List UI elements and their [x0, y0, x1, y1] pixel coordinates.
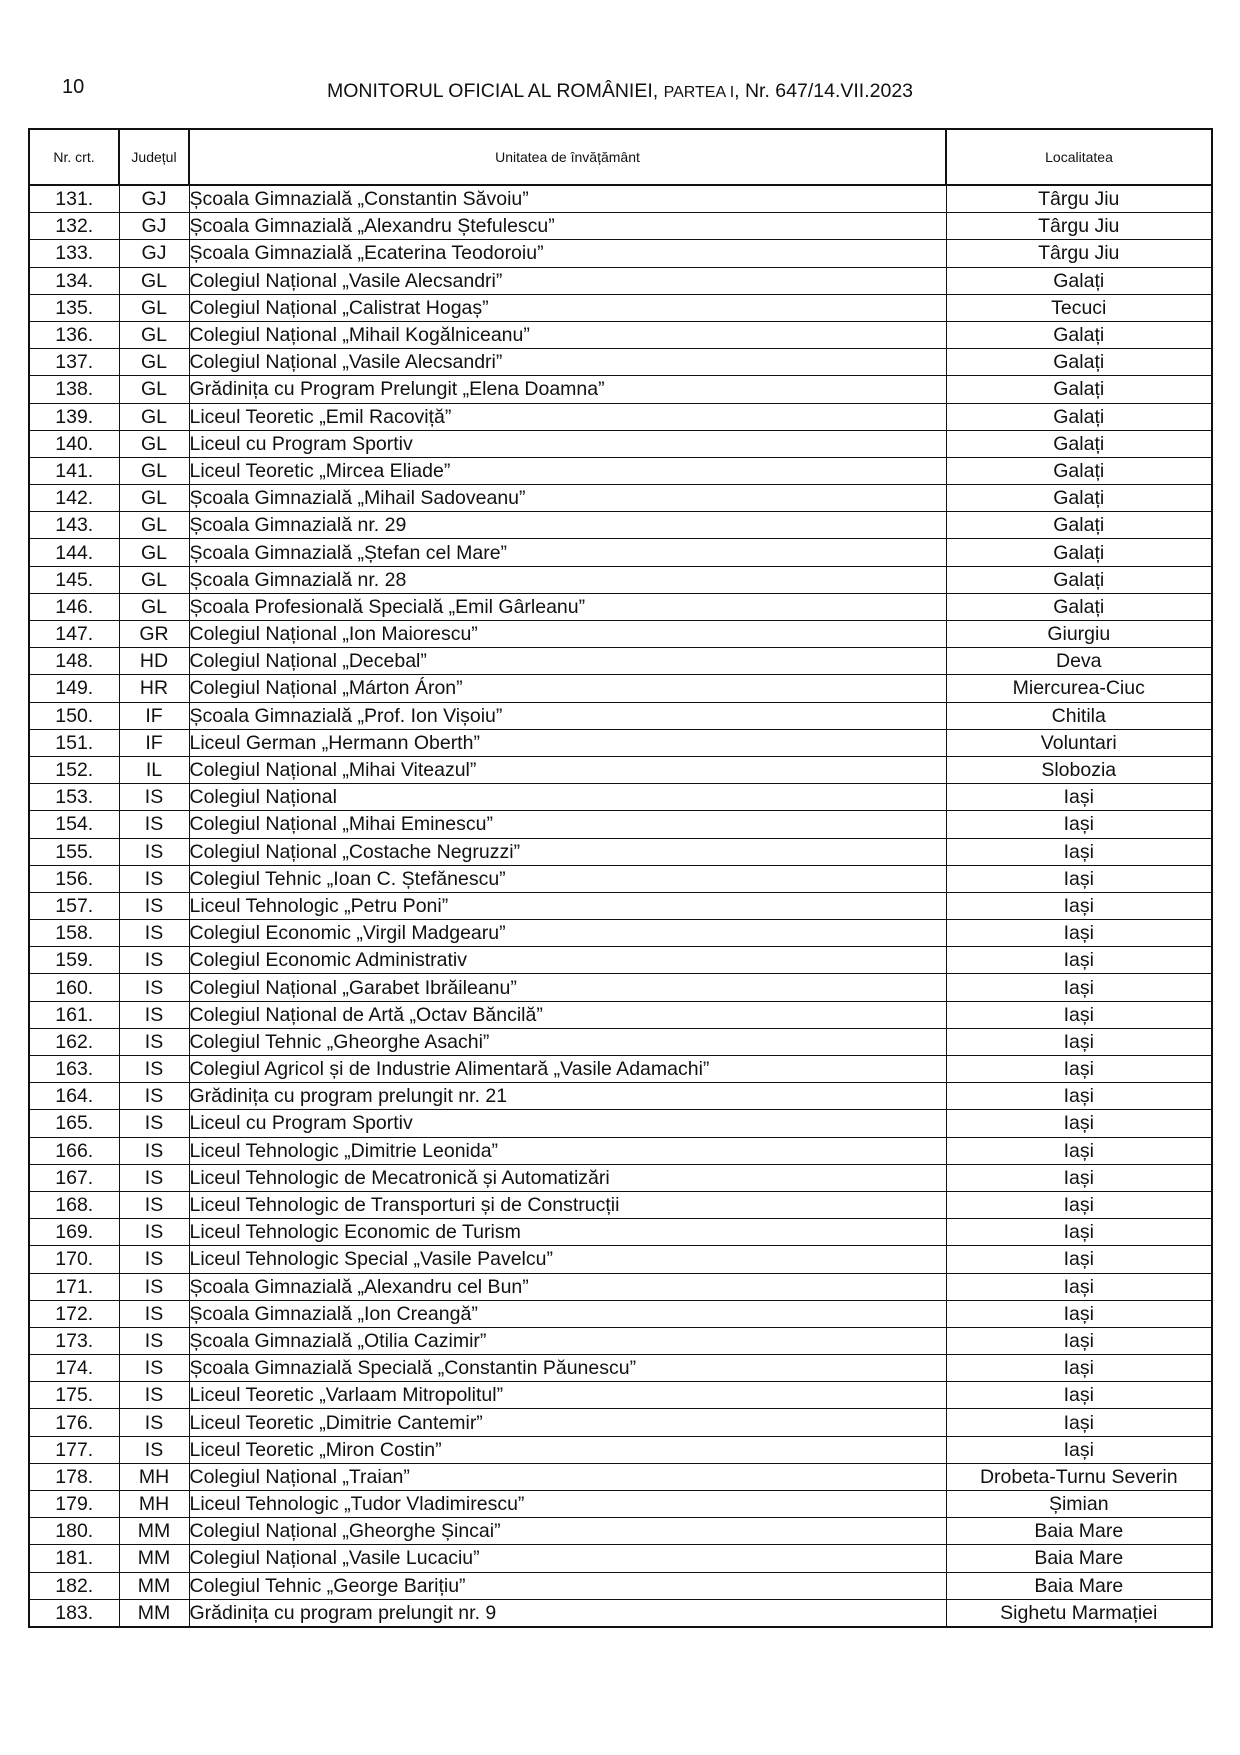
- table-row: [29, 784, 1212, 811]
- table-row: [29, 485, 1212, 512]
- cell-nr: 154.: [29, 811, 119, 838]
- cell-judet: HD: [119, 648, 189, 675]
- cell-nr: 147.: [29, 621, 119, 648]
- cell-judet: GL: [119, 267, 189, 294]
- table-row: [29, 1572, 1212, 1599]
- table-row: [29, 1083, 1212, 1110]
- cell-judet: GL: [119, 349, 189, 376]
- cell-nr: 134.: [29, 267, 119, 294]
- cell-localitate: Giurgiu: [946, 621, 1212, 648]
- cell-localitate: Drobeta-Turnu Severin: [946, 1463, 1212, 1490]
- cell-nr: 139.: [29, 403, 119, 430]
- table-row: [29, 376, 1212, 403]
- publication-issue: , Nr. 647/14.VII.2023: [734, 80, 914, 102]
- cell-unitate: Liceul Teoretic „Dimitrie Cantemir”: [189, 1409, 946, 1436]
- cell-localitate: Iași: [946, 1028, 1212, 1055]
- table-row: [29, 1056, 1212, 1083]
- cell-nr: 177.: [29, 1436, 119, 1463]
- cell-localitate: Deva: [946, 648, 1212, 675]
- cell-judet: IS: [119, 1436, 189, 1463]
- cell-judet: IS: [119, 865, 189, 892]
- cell-localitate: Iași: [946, 1327, 1212, 1354]
- cell-nr: 135.: [29, 294, 119, 321]
- cell-judet: IS: [119, 1219, 189, 1246]
- cell-unitate: Colegiul Tehnic „Ioan C. Ștefănescu”: [189, 865, 946, 892]
- cell-unitate: Colegiul Național „Mihai Viteazul”: [189, 756, 946, 783]
- cell-unitate: Colegiul Agricol și de Industrie Alimentară „Vasile Adamachi”: [189, 1056, 946, 1083]
- cell-judet: GL: [119, 539, 189, 566]
- table-row: [29, 403, 1212, 430]
- cell-unitate: Școala Gimnazială „Alexandru Ștefulescu”: [189, 213, 946, 240]
- cell-localitate: Galați: [946, 349, 1212, 376]
- cell-judet: GL: [119, 294, 189, 321]
- cell-unitate: Colegiul Național „Calistrat Hogaș”: [189, 294, 946, 321]
- cell-nr: 158.: [29, 920, 119, 947]
- cell-localitate: Chitila: [946, 702, 1212, 729]
- page-number: 10: [62, 76, 85, 98]
- cell-nr: 137.: [29, 349, 119, 376]
- cell-localitate: Iași: [946, 1219, 1212, 1246]
- cell-unitate: Liceul cu Program Sportiv: [189, 430, 946, 457]
- cell-localitate: Galați: [946, 457, 1212, 484]
- cell-localitate: Iași: [946, 1083, 1212, 1110]
- cell-unitate: Liceul Tehnologic de Mecatronică și Automatizări: [189, 1164, 946, 1191]
- cell-localitate: Iași: [946, 920, 1212, 947]
- table-row: [29, 811, 1212, 838]
- table-row: [29, 756, 1212, 783]
- cell-judet: IS: [119, 974, 189, 1001]
- cell-unitate: Colegiul Național „Vasile Lucaciu”: [189, 1545, 946, 1572]
- cell-localitate: Iași: [946, 1436, 1212, 1463]
- cell-judet: IS: [119, 1246, 189, 1273]
- cell-unitate: Colegiul Național „Márton Áron”: [189, 675, 946, 702]
- table-row: [29, 947, 1212, 974]
- cell-unitate: Colegiul Tehnic „George Barițiu”: [189, 1572, 946, 1599]
- cell-localitate: Slobozia: [946, 756, 1212, 783]
- table-row: [29, 1436, 1212, 1463]
- cell-nr: 183.: [29, 1599, 119, 1627]
- table-row: [29, 1246, 1212, 1273]
- cell-judet: IS: [119, 811, 189, 838]
- cell-judet: IS: [119, 784, 189, 811]
- cell-nr: 148.: [29, 648, 119, 675]
- cell-unitate: Colegiul Național „Vasile Alecsandri”: [189, 267, 946, 294]
- cell-nr: 138.: [29, 376, 119, 403]
- cell-unitate: Colegiul Național „Costache Negruzzi”: [189, 838, 946, 865]
- cell-nr: 178.: [29, 1463, 119, 1490]
- cell-nr: 131.: [29, 185, 119, 213]
- cell-judet: MH: [119, 1491, 189, 1518]
- cell-localitate: Baia Mare: [946, 1518, 1212, 1545]
- cell-judet: GR: [119, 621, 189, 648]
- cell-judet: IS: [119, 920, 189, 947]
- cell-unitate: Colegiul Economic „Virgil Madgearu”: [189, 920, 946, 947]
- cell-judet: IS: [119, 947, 189, 974]
- cell-localitate: Iași: [946, 1191, 1212, 1218]
- cell-localitate: Iași: [946, 947, 1212, 974]
- cell-localitate: Iași: [946, 1246, 1212, 1273]
- cell-localitate: Galați: [946, 485, 1212, 512]
- table-row: [29, 648, 1212, 675]
- table-row: [29, 1164, 1212, 1191]
- cell-unitate: Colegiul Național „Mihail Kogălniceanu”: [189, 321, 946, 348]
- cell-localitate: Baia Mare: [946, 1545, 1212, 1572]
- cell-localitate: Galați: [946, 539, 1212, 566]
- table-row: [29, 1599, 1212, 1627]
- cell-localitate: Iași: [946, 838, 1212, 865]
- cell-unitate: Grădinița cu program prelungit nr. 21: [189, 1083, 946, 1110]
- cell-unitate: Colegiul Național: [189, 784, 946, 811]
- cell-judet: MM: [119, 1518, 189, 1545]
- cell-nr: 176.: [29, 1409, 119, 1436]
- cell-nr: 161.: [29, 1001, 119, 1028]
- cell-unitate: Școala Gimnazială „Otilia Cazimir”: [189, 1327, 946, 1354]
- cell-unitate: Colegiul Național „Vasile Alecsandri”: [189, 349, 946, 376]
- cell-judet: MH: [119, 1463, 189, 1490]
- cell-unitate: Colegiul Național „Ion Maiorescu”: [189, 621, 946, 648]
- cell-unitate: Școala Gimnazială „Ion Creangă”: [189, 1300, 946, 1327]
- cell-unitate: Liceul cu Program Sportiv: [189, 1110, 946, 1137]
- cell-nr: 160.: [29, 974, 119, 1001]
- cell-localitate: Iași: [946, 1056, 1212, 1083]
- cell-unitate: Școala Gimnazială nr. 28: [189, 566, 946, 593]
- table-row: [29, 457, 1212, 484]
- cell-unitate: Școala Gimnazială Specială „Constantin Păunescu”: [189, 1355, 946, 1382]
- table-row: [29, 1327, 1212, 1354]
- cell-localitate: Târgu Jiu: [946, 213, 1212, 240]
- cell-judet: GL: [119, 321, 189, 348]
- cell-nr: 174.: [29, 1355, 119, 1382]
- cell-nr: 149.: [29, 675, 119, 702]
- cell-localitate: Sighetu Marmației: [946, 1599, 1212, 1627]
- cell-localitate: Miercurea-Ciuc: [946, 675, 1212, 702]
- cell-judet: IL: [119, 756, 189, 783]
- cell-nr: 181.: [29, 1545, 119, 1572]
- cell-localitate: Galați: [946, 321, 1212, 348]
- cell-localitate: Târgu Jiu: [946, 240, 1212, 267]
- cell-nr: 179.: [29, 1491, 119, 1518]
- cell-nr: 153.: [29, 784, 119, 811]
- table-row: [29, 1028, 1212, 1055]
- cell-nr: 169.: [29, 1219, 119, 1246]
- cell-unitate: Colegiul Național „Gheorghe Șincai”: [189, 1518, 946, 1545]
- column-header-localitate: Localitatea: [946, 129, 1212, 185]
- cell-unitate: Liceul Tehnologic Special „Vasile Pavelcu”: [189, 1246, 946, 1273]
- cell-nr: 136.: [29, 321, 119, 348]
- table-row: [29, 240, 1212, 267]
- cell-unitate: Școala Gimnazială „Ecaterina Teodoroiu”: [189, 240, 946, 267]
- cell-nr: 163.: [29, 1056, 119, 1083]
- cell-nr: 173.: [29, 1327, 119, 1354]
- cell-unitate: Colegiul Național de Artă „Octav Băncilă”: [189, 1001, 946, 1028]
- cell-unitate: Liceul Teoretic „Varlaam Mitropolitul”: [189, 1382, 946, 1409]
- cell-localitate: Galați: [946, 376, 1212, 403]
- cell-judet: IS: [119, 1028, 189, 1055]
- cell-nr: 142.: [29, 485, 119, 512]
- table-row: [29, 920, 1212, 947]
- cell-judet: IS: [119, 1191, 189, 1218]
- cell-judet: IS: [119, 1409, 189, 1436]
- cell-localitate: Iași: [946, 784, 1212, 811]
- cell-localitate: Galați: [946, 593, 1212, 620]
- table-row: [29, 1355, 1212, 1382]
- cell-localitate: Tecuci: [946, 294, 1212, 321]
- cell-localitate: Iași: [946, 1001, 1212, 1028]
- cell-localitate: Iași: [946, 974, 1212, 1001]
- cell-localitate: Iași: [946, 1137, 1212, 1164]
- cell-nr: 141.: [29, 457, 119, 484]
- cell-judet: IS: [119, 1137, 189, 1164]
- table-row: [29, 1219, 1212, 1246]
- cell-localitate: Iași: [946, 1382, 1212, 1409]
- cell-nr: 164.: [29, 1083, 119, 1110]
- cell-judet: GJ: [119, 185, 189, 213]
- table-row: [29, 566, 1212, 593]
- cell-unitate: Liceul Tehnologic Economic de Turism: [189, 1219, 946, 1246]
- table-row: [29, 1191, 1212, 1218]
- cell-localitate: Galați: [946, 403, 1212, 430]
- cell-unitate: Liceul German „Hermann Oberth”: [189, 729, 946, 756]
- cell-nr: 162.: [29, 1028, 119, 1055]
- cell-judet: IS: [119, 1110, 189, 1137]
- table-row: [29, 1491, 1212, 1518]
- cell-nr: 170.: [29, 1246, 119, 1273]
- cell-unitate: Școala Gimnazială „Constantin Săvoiu”: [189, 185, 946, 213]
- cell-judet: GL: [119, 457, 189, 484]
- cell-nr: 171.: [29, 1273, 119, 1300]
- cell-judet: IF: [119, 729, 189, 756]
- table-header-row: [29, 129, 1212, 185]
- cell-judet: IF: [119, 702, 189, 729]
- cell-judet: IS: [119, 1164, 189, 1191]
- cell-nr: 156.: [29, 865, 119, 892]
- cell-nr: 157.: [29, 892, 119, 919]
- cell-localitate: Iași: [946, 811, 1212, 838]
- table-row: [29, 892, 1212, 919]
- table-row: [29, 321, 1212, 348]
- cell-judet: GL: [119, 593, 189, 620]
- cell-nr: 143.: [29, 512, 119, 539]
- table-row: [29, 185, 1212, 213]
- cell-nr: 132.: [29, 213, 119, 240]
- table-row: [29, 349, 1212, 376]
- cell-judet: GL: [119, 376, 189, 403]
- table-row: [29, 539, 1212, 566]
- cell-localitate: Șimian: [946, 1491, 1212, 1518]
- cell-nr: 145.: [29, 566, 119, 593]
- table-row: [29, 621, 1212, 648]
- cell-nr: 167.: [29, 1164, 119, 1191]
- cell-unitate: Grădinița cu Program Prelungit „Elena Doamna”: [189, 376, 946, 403]
- cell-nr: 172.: [29, 1300, 119, 1327]
- cell-localitate: Iași: [946, 1164, 1212, 1191]
- cell-nr: 150.: [29, 702, 119, 729]
- cell-judet: IS: [119, 1300, 189, 1327]
- cell-unitate: Liceul Tehnologic „Dimitrie Leonida”: [189, 1137, 946, 1164]
- cell-unitate: Școala Gimnazială „Prof. Ion Vișoiu”: [189, 702, 946, 729]
- cell-localitate: Iași: [946, 1409, 1212, 1436]
- cell-unitate: Liceul Tehnologic „Tudor Vladimirescu”: [189, 1491, 946, 1518]
- cell-localitate: Galați: [946, 267, 1212, 294]
- cell-nr: 152.: [29, 756, 119, 783]
- table-row: [29, 1300, 1212, 1327]
- cell-unitate: Liceul Tehnologic de Transporturi și de Construcții: [189, 1191, 946, 1218]
- cell-judet: IS: [119, 892, 189, 919]
- publication-part: PARTEA I: [663, 84, 735, 101]
- table-row: [29, 974, 1212, 1001]
- cell-unitate: Școala Gimnazială „Ștefan cel Mare”: [189, 539, 946, 566]
- cell-unitate: Colegiul Național „Garabet Ibrăileanu”: [189, 974, 946, 1001]
- cell-judet: GL: [119, 512, 189, 539]
- column-header-nr: Nr. crt.: [29, 129, 119, 185]
- cell-nr: 146.: [29, 593, 119, 620]
- cell-unitate: Școala Gimnazială „Alexandru cel Bun”: [189, 1273, 946, 1300]
- cell-localitate: Iași: [946, 1110, 1212, 1137]
- cell-localitate: Galați: [946, 566, 1212, 593]
- cell-nr: 166.: [29, 1137, 119, 1164]
- cell-localitate: Iași: [946, 1355, 1212, 1382]
- table-row: [29, 1110, 1212, 1137]
- cell-localitate: Galați: [946, 512, 1212, 539]
- table-row: [29, 1137, 1212, 1164]
- cell-judet: GL: [119, 566, 189, 593]
- cell-nr: 133.: [29, 240, 119, 267]
- cell-judet: IS: [119, 1083, 189, 1110]
- cell-localitate: Iași: [946, 1300, 1212, 1327]
- cell-nr: 182.: [29, 1572, 119, 1599]
- cell-nr: 140.: [29, 430, 119, 457]
- column-header-unitate: Unitatea de învățământ: [189, 129, 946, 185]
- table-body: [29, 185, 1212, 1627]
- table-row: [29, 267, 1212, 294]
- cell-unitate: Colegiul Economic Administrativ: [189, 947, 946, 974]
- table-row: [29, 1463, 1212, 1490]
- cell-unitate: Liceul Tehnologic „Petru Poni”: [189, 892, 946, 919]
- cell-unitate: Liceul Teoretic „Mircea Eliade”: [189, 457, 946, 484]
- cell-nr: 175.: [29, 1382, 119, 1409]
- cell-localitate: Voluntari: [946, 729, 1212, 756]
- table-row: [29, 865, 1212, 892]
- cell-unitate: Liceul Teoretic „Miron Costin”: [189, 1436, 946, 1463]
- table-row: [29, 1409, 1212, 1436]
- cell-nr: 151.: [29, 729, 119, 756]
- cell-judet: MM: [119, 1545, 189, 1572]
- cell-judet: GL: [119, 403, 189, 430]
- cell-unitate: Colegiul Tehnic „Gheorghe Asachi”: [189, 1028, 946, 1055]
- cell-localitate: Iași: [946, 1273, 1212, 1300]
- cell-judet: IS: [119, 1056, 189, 1083]
- cell-unitate: Liceul Teoretic „Emil Racoviță”: [189, 403, 946, 430]
- cell-nr: 144.: [29, 539, 119, 566]
- table-row: [29, 430, 1212, 457]
- cell-judet: GL: [119, 485, 189, 512]
- table-row: [29, 1001, 1212, 1028]
- cell-unitate: Școala Gimnazială „Mihail Sadoveanu”: [189, 485, 946, 512]
- cell-judet: GL: [119, 430, 189, 457]
- cell-unitate: Grădinița cu program prelungit nr. 9: [189, 1599, 946, 1627]
- cell-nr: 165.: [29, 1110, 119, 1137]
- column-header-judet: Județul: [119, 129, 189, 185]
- table-row: [29, 1545, 1212, 1572]
- table-row: [29, 1518, 1212, 1545]
- schools-table: [28, 128, 1213, 1628]
- cell-localitate: Iași: [946, 892, 1212, 919]
- table-row: [29, 838, 1212, 865]
- table-row: [29, 1382, 1212, 1409]
- running-header: [0, 80, 1240, 103]
- cell-judet: IS: [119, 1273, 189, 1300]
- cell-judet: HR: [119, 675, 189, 702]
- cell-judet: GJ: [119, 213, 189, 240]
- cell-judet: IS: [119, 1001, 189, 1028]
- cell-judet: MM: [119, 1572, 189, 1599]
- table-row: [29, 213, 1212, 240]
- cell-unitate: Școala Gimnazială nr. 29: [189, 512, 946, 539]
- publication-title: MONITORUL OFICIAL AL ROMÂNIEI,: [326, 80, 664, 102]
- table-row: [29, 593, 1212, 620]
- cell-localitate: Galați: [946, 430, 1212, 457]
- cell-judet: MM: [119, 1599, 189, 1627]
- cell-localitate: Târgu Jiu: [946, 185, 1212, 213]
- cell-nr: 159.: [29, 947, 119, 974]
- cell-judet: IS: [119, 838, 189, 865]
- cell-judet: GJ: [119, 240, 189, 267]
- cell-unitate: Colegiul Național „Mihai Eminescu”: [189, 811, 946, 838]
- cell-unitate: Colegiul Național „Traian”: [189, 1463, 946, 1490]
- table-row: [29, 294, 1212, 321]
- cell-localitate: Iași: [946, 865, 1212, 892]
- cell-nr: 180.: [29, 1518, 119, 1545]
- table-row: [29, 675, 1212, 702]
- cell-judet: IS: [119, 1327, 189, 1354]
- cell-nr: 155.: [29, 838, 119, 865]
- cell-judet: IS: [119, 1382, 189, 1409]
- cell-nr: 168.: [29, 1191, 119, 1218]
- cell-unitate: Școala Profesională Specială „Emil Gârleanu”: [189, 593, 946, 620]
- cell-judet: IS: [119, 1355, 189, 1382]
- table-row: [29, 512, 1212, 539]
- table-row: [29, 1273, 1212, 1300]
- cell-localitate: Baia Mare: [946, 1572, 1212, 1599]
- table-row: [29, 729, 1212, 756]
- table-row: [29, 702, 1212, 729]
- cell-unitate: Colegiul Național „Decebal”: [189, 648, 946, 675]
